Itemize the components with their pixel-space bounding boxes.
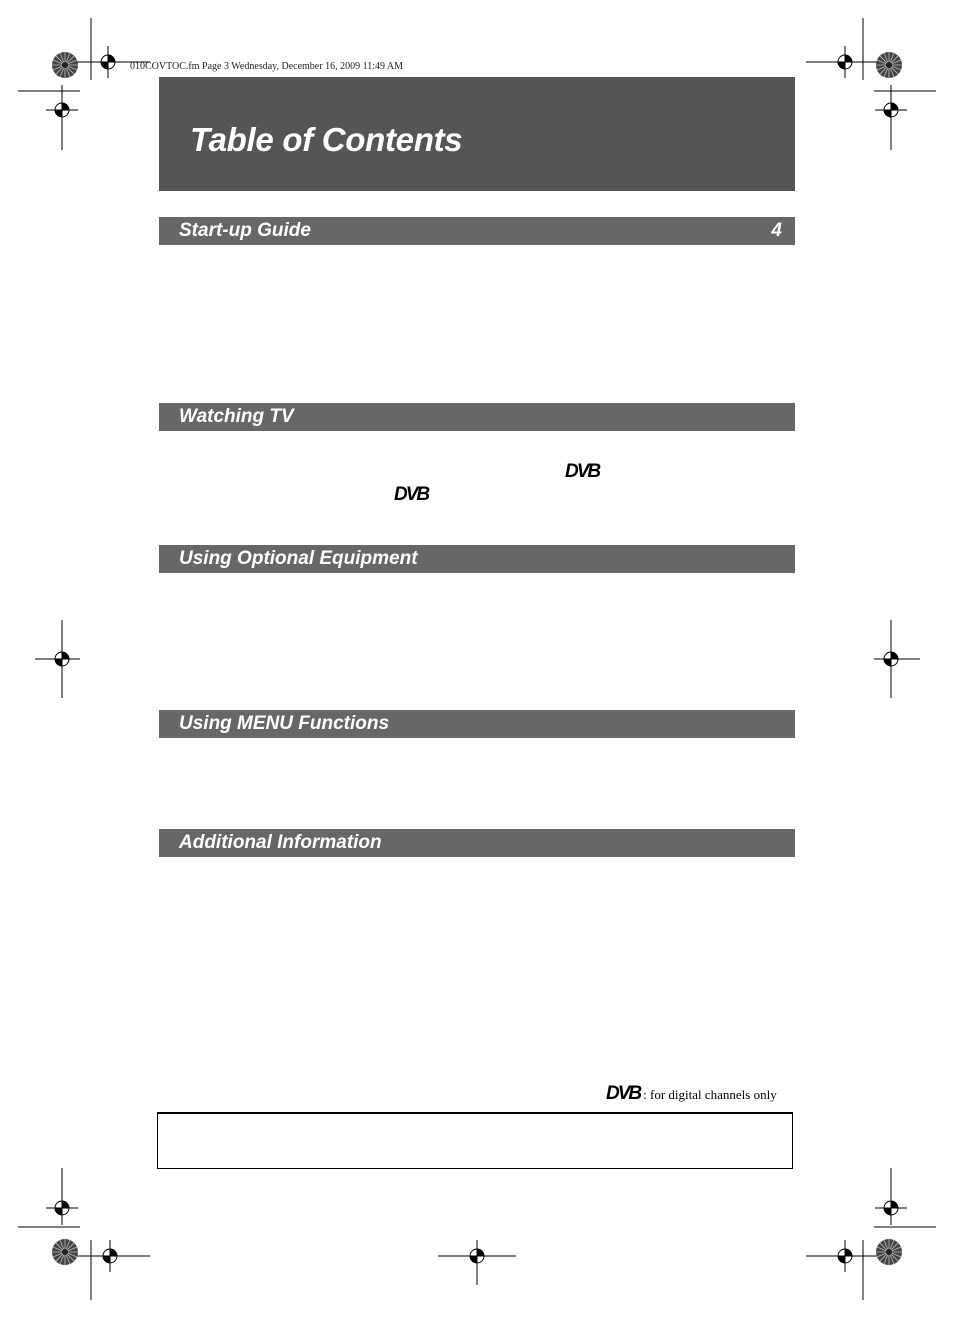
registration-mark-lines [35, 62, 920, 1285]
color-bar-circle-icon [876, 52, 902, 78]
section-label: Watching TV [179, 406, 294, 427]
color-bar-circle-icon [876, 1239, 902, 1265]
section-label: Start-up Guide [179, 220, 311, 241]
section-label: Additional Information [179, 832, 382, 853]
color-bar-circle-icon [52, 52, 78, 78]
section-page-number: 4 [771, 220, 782, 241]
crop-lines [18, 18, 936, 1300]
legend-text: : for digital channels only [643, 1087, 777, 1102]
file-header: 010COVTOC.fm Page 3 Wednesday, December 16, 2009 11:49 AM [130, 61, 404, 72]
section-label: Using Optional Equipment [179, 548, 418, 569]
dvb-logo-icon: DVB [565, 461, 600, 482]
section-label: Using MENU Functions [179, 713, 390, 734]
color-bar-circle-icon [52, 1239, 78, 1265]
page-title: Table of Contents [190, 121, 463, 158]
dvb-logo-icon: DVB [394, 484, 429, 505]
dvb-logo-icon: DVB [606, 1083, 641, 1104]
